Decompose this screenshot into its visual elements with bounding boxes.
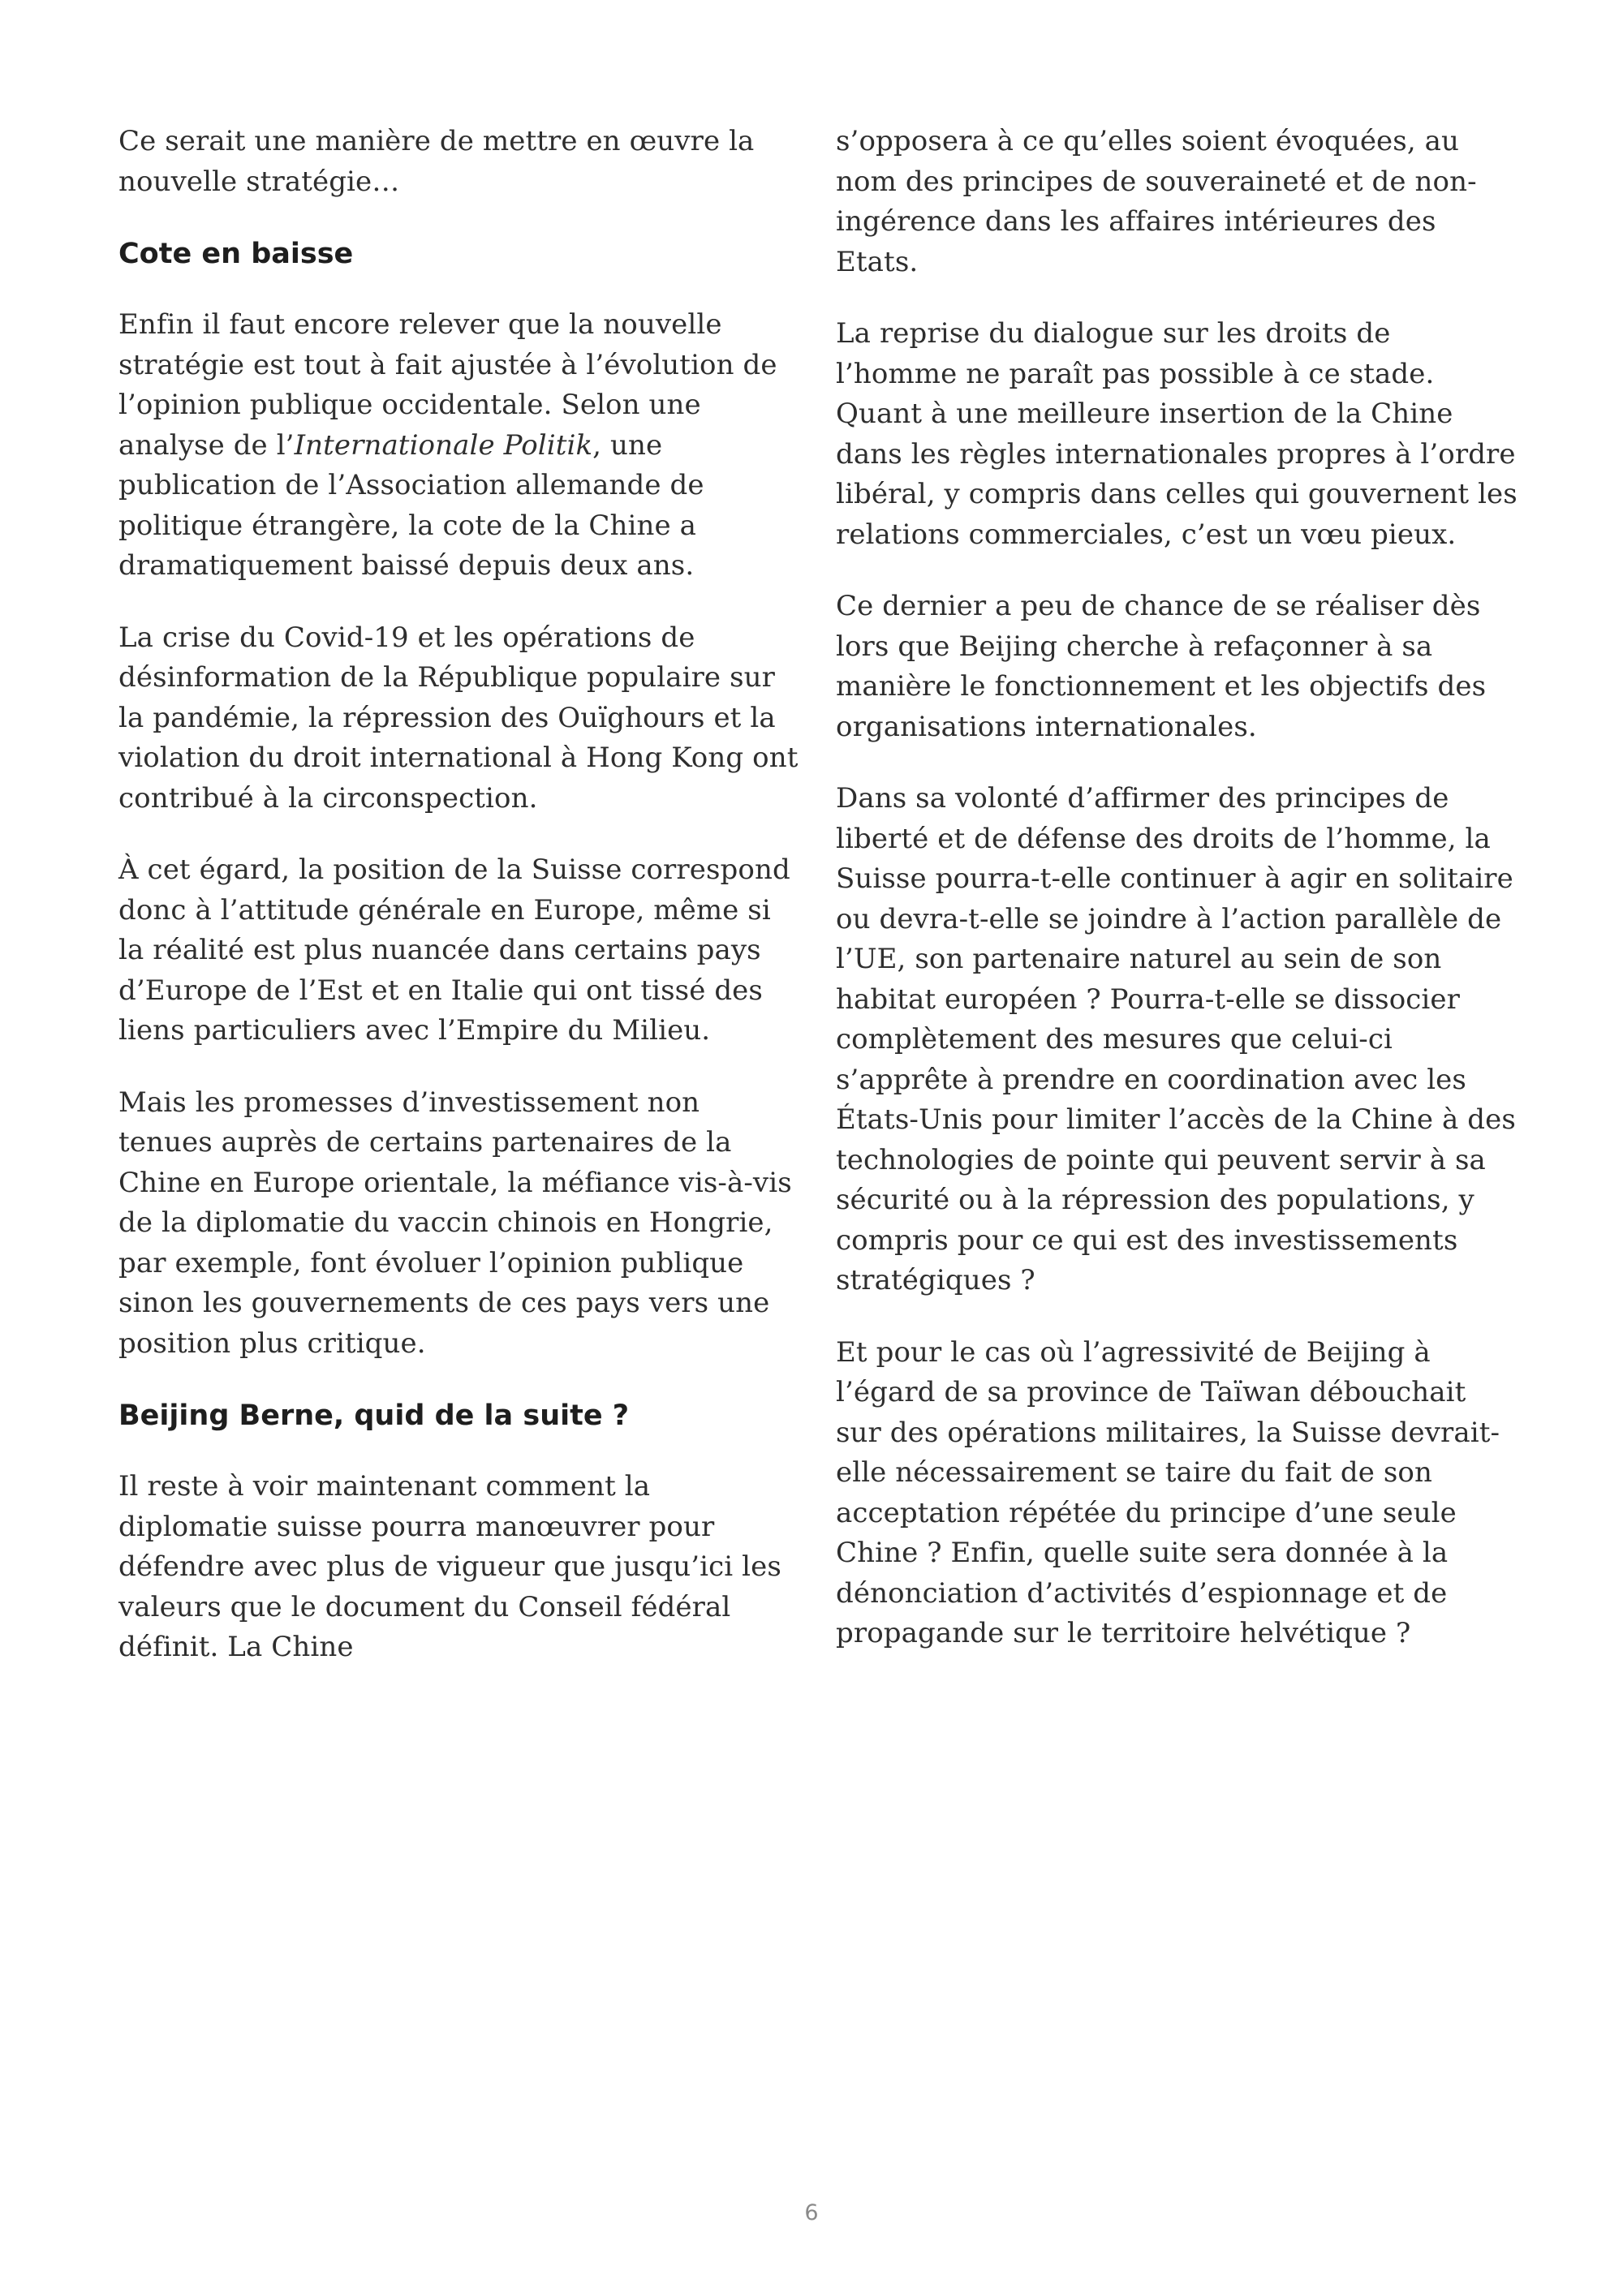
paragraph: La crise du Covid-19 et les opérations de désinformation de la République populaire sur la pandémie, la répression des Ouïghours et la violation du droit international à Hong Kong ont contribué à la circonspection. <box>118 621 799 815</box>
paragraph: La reprise du dialogue sur les droits de l’homme ne paraît pas possible à ce stade. Quant à une meilleure insertion de la Chine dans les règles internationales propres à l’ordre libéral, y compris dans celles qui gouvernent les relations commerciales, c’est un vœu pieux. <box>836 317 1518 551</box>
paragraph-text: Enfin il faut encore relever que la nouvelle stratégie est tout à fait ajustée à l’évolution de l’opinion publique occidentale. Selon une analyse de l’ <box>118 308 777 462</box>
left-column <box>118 122 800 1700</box>
page-number: 6 <box>804 2200 819 2225</box>
right-column <box>836 122 1518 1686</box>
section-heading-beijing-berne: Beijing Berne, quid de la suite ? <box>118 1400 630 1432</box>
paragraph: s’opposera à ce qu’elles soient évoquées, au nom des principes de souveraineté et de non-ingérence dans les affaires intérieures des Etats. <box>836 125 1477 278</box>
paragraph: Ce serait une manière de mettre en œuvre la nouvelle stratégie… <box>118 125 755 198</box>
paragraph: Ce dernier a peu de chance de se réaliser dès lors que Beijing cherche à refaçonner à sa manière le fonctionnement et les objectifs des organisations internationales. <box>836 590 1487 743</box>
section-heading-cote-en-baisse: Cote en baisse <box>118 238 354 270</box>
paragraph: Il reste à voir maintenant comment la diplomatie suisse pourra manœuvrer pour défendre avec plus de vigueur que jusqu’ici les valeurs que le document du Conseil fédéral définit. La Chine <box>118 1470 781 1663</box>
paragraph <box>118 305 800 587</box>
paragraph: Mais les promesses d’investissement non tenues auprès de certains partenaires de la Chine en Europe orientale, la méfiance vis-à-vis de la diplomatie du vaccin chinois en Hongrie, par exemple, font évoluer l’opinion publique sinon les gouvernements de ces pays vers une position plus critique. <box>118 1086 792 1360</box>
paragraph: Et pour le cas où l’agressivité de Beijing à l’égard de sa province de Taïwan débouchait sur des opérations militaires, la Suisse devrait-elle nécessairement se taire du fait de son acceptation répétée du principe d’une seule Chine ? Enfin, quelle suite sera donnée à la dénonciation d’activités d’espionnage et de propagande sur le territoire helvétique ? <box>836 1335 1500 1649</box>
paragraph: À cet égard, la position de la Suisse correspond donc à l’attitude générale en Europe, même si la réalité est plus nuancée dans certains pays d’Europe de l’Est et en Italie qui ont tissé des liens particuliers avec l’Empire du Milieu. <box>118 853 790 1047</box>
publication-title: Internationale Politik <box>294 428 593 462</box>
paragraph: Dans sa volonté d’affirmer des principes de liberté et de défense des droits de l’homme, la Suisse pourra-t-elle continuer à agir en solitaire ou devra-t-elle se joindre à l’action parallèle de l’UE, son partenaire naturel au sein de son habitat européen ? Pourra-t-elle se dissocier complètement des mesures que celui-ci s’apprête à prendre en coordination avec les États-Unis pour limiter l’accès de la Chine à des technologies de pointe qui peuvent servir à sa sécurité ou à la répression des populations, y compris pour ce qui est des investissements stratégiques ? <box>836 782 1516 1296</box>
paragraph-text: , une publication de l’Association allemande de politique étrangère, la cote de la Chine a dramatiquement baissé depuis deux ans. <box>118 428 704 582</box>
